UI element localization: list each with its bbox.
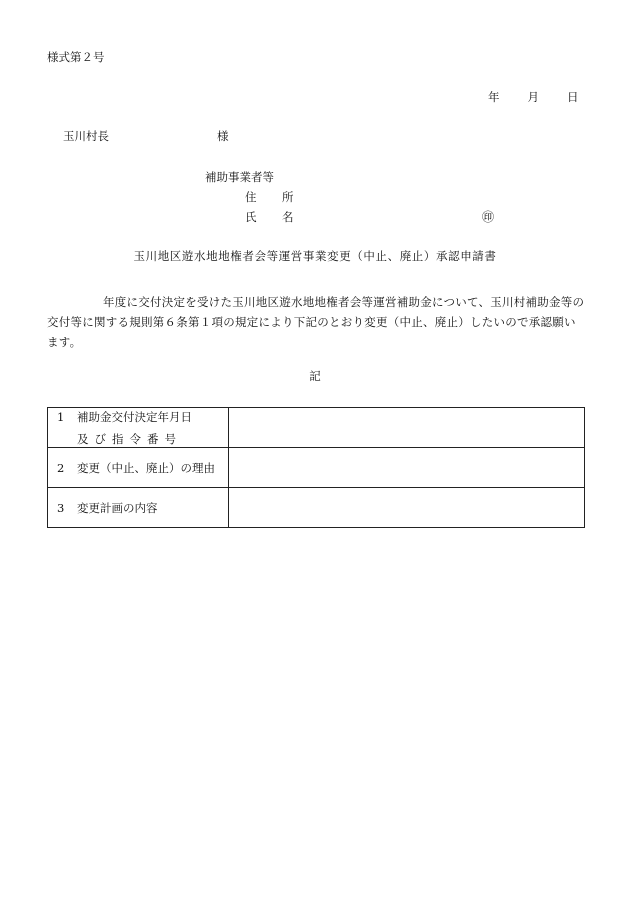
body-paragraph	[47, 292, 587, 352]
item-label: 変更（中止、廃止）の理由	[77, 460, 215, 475]
table-label-cell	[48, 488, 229, 528]
table-value-cell[interactable]	[229, 448, 585, 488]
table-row	[48, 488, 585, 528]
table-row	[48, 448, 585, 488]
document-title: 玉川地区遊水地地権者会等運営事業変更（中止、廃止）承認申請書	[133, 249, 497, 263]
table-label-cell	[48, 408, 229, 448]
addressee-name: 玉川村長	[63, 129, 109, 143]
applicant-name-label: 氏 名	[245, 210, 301, 224]
table-value-cell[interactable]	[229, 408, 585, 448]
applicant-address-label: 住 所	[245, 190, 301, 204]
item-number: 2	[57, 460, 65, 475]
table-label-cell	[48, 448, 229, 488]
addressee	[63, 131, 229, 143]
item-label: 補助金交付決定年月日	[77, 409, 192, 424]
addressee-honorific: 様	[217, 129, 229, 143]
date-month: 月	[527, 90, 539, 104]
seal-mark: ㊞	[482, 210, 495, 224]
items-table	[47, 407, 585, 528]
item-number: 1	[57, 409, 65, 424]
table-row	[48, 408, 585, 448]
ki-heading: 記	[309, 369, 321, 383]
item-number: 3	[57, 500, 65, 515]
date-year: 年	[488, 90, 500, 104]
applicant-heading: 補助事業者等	[205, 170, 274, 184]
date-day: 日	[567, 90, 579, 104]
body-text: 年度に交付決定を受けた玉川地区遊水地地権者会等運営補助金について、玉川村補助金等の交付等に関する規則第６条第１項の規定により下記のとおり変更（中止、廃止）したいので承認願います。	[47, 295, 585, 349]
item-sub-label: 及び指令番号	[77, 431, 182, 446]
form-number: 様式第２号	[47, 50, 105, 64]
date-line	[488, 92, 579, 104]
item-label: 変更計画の内容	[77, 500, 158, 515]
table-value-cell[interactable]	[229, 488, 585, 528]
